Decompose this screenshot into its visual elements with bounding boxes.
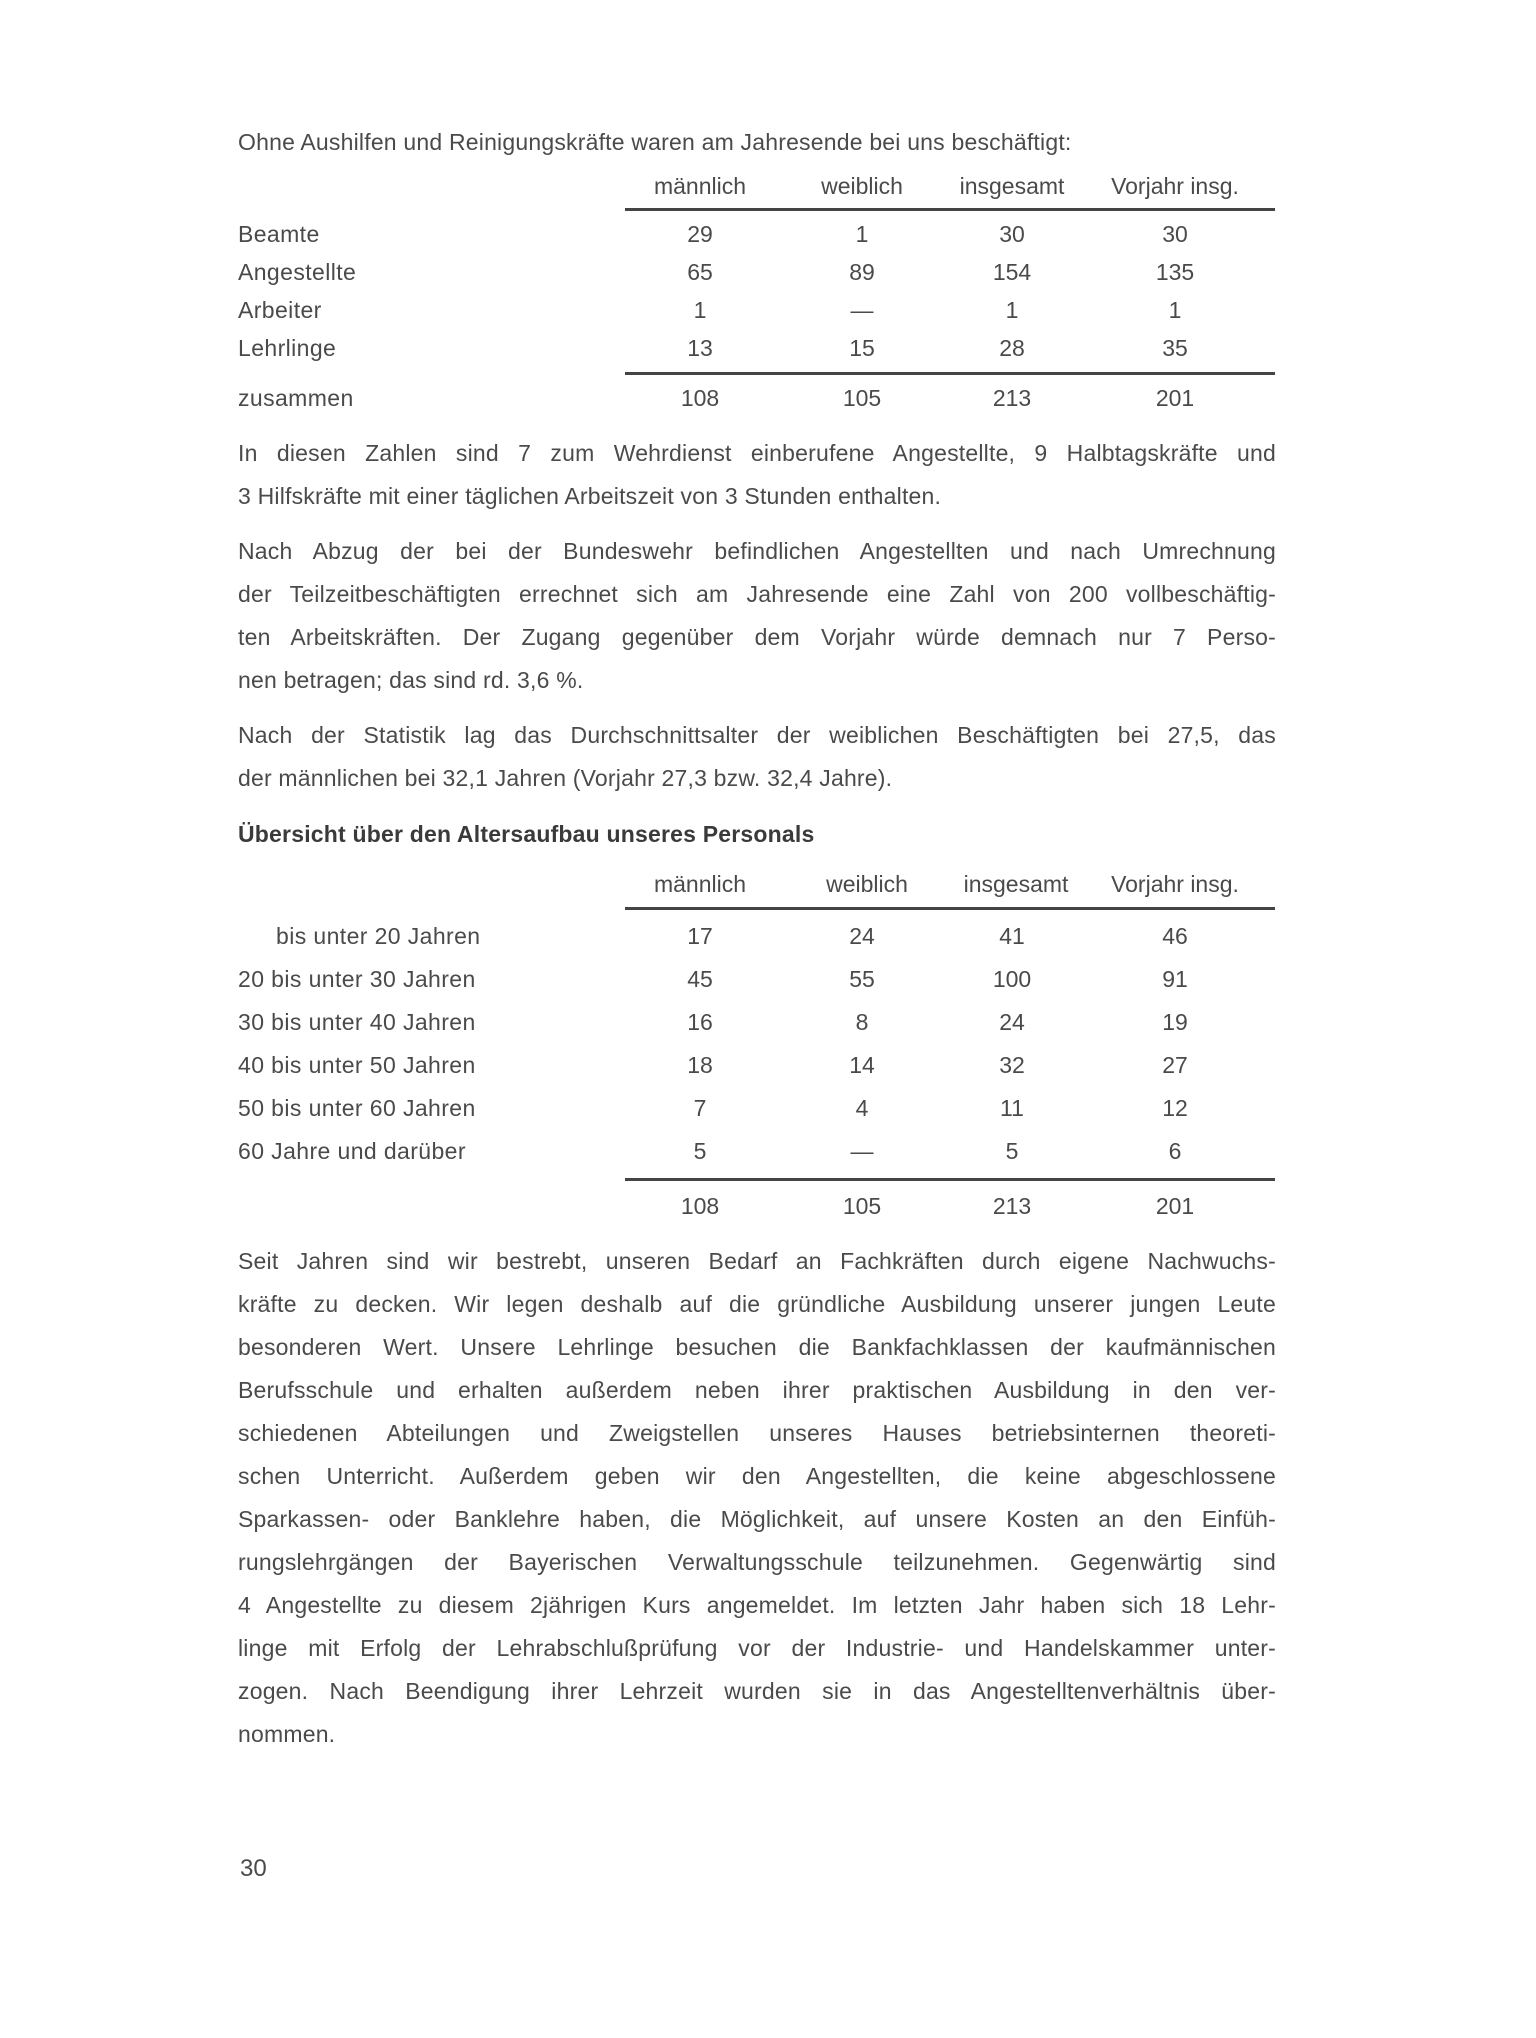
row-label: 30 bis unter 40 Jahren	[238, 1009, 476, 1035]
col-header-insgesamt: insgesamt	[963, 871, 1069, 897]
text-line: Seit Jahren sind wir bestrebt, unseren Bedarf an Fachkräften durch eigene Nachwuchs-	[238, 1248, 1276, 1274]
text-line: Nach Abzug der bei der Bundeswehr befindlichen Angestellten und nach Umrechnung	[238, 538, 1276, 564]
row-label: Angestellte	[238, 259, 357, 285]
text-line: In diesen Zahlen sind 7 zum Wehrdienst einberufene Angestellte, 9 Halbtagskräfte und	[238, 440, 1276, 466]
total-cell: 213	[992, 385, 1032, 411]
text-line: 4 Angestellte zu diesem 2jährigen Kurs angemeldet. Im letzten Jahr haben sich 18 Lehr-	[238, 1592, 1276, 1618]
text-line: rungslehrgängen der Bayerischen Verwaltungsschule teilzunehmen. Gegenwärtig sind	[238, 1549, 1276, 1575]
cell: 6	[1168, 1138, 1182, 1164]
row-label: bis unter 20 Jahren	[276, 923, 481, 949]
cell: 27	[1162, 1052, 1188, 1078]
total-rule	[625, 372, 1275, 375]
cell: 29	[687, 221, 713, 247]
col-header-maennlich: männlich	[653, 173, 747, 199]
row-label: 50 bis unter 60 Jahren	[238, 1095, 476, 1121]
total-cell: 105	[842, 1193, 882, 1219]
cell: 13	[687, 335, 713, 361]
cell: 1	[1005, 297, 1019, 323]
col-header-maennlich: männlich	[653, 871, 747, 897]
total-rule	[625, 1178, 1275, 1181]
header-rule	[625, 208, 1275, 211]
row-label: Beamte	[238, 221, 320, 247]
cell: —	[850, 297, 874, 323]
text-line: Sparkassen- oder Banklehre haben, die Möglichkeit, auf unsere Kosten an den Einfüh-	[238, 1506, 1276, 1532]
total-cell: 213	[992, 1193, 1032, 1219]
cell: 32	[999, 1052, 1025, 1078]
row-label: 40 bis unter 50 Jahren	[238, 1052, 476, 1078]
cell: 17	[687, 923, 713, 949]
cell: 5	[693, 1138, 707, 1164]
col-header-vorjahr: Vorjahr insg.	[1111, 173, 1239, 199]
text-line: Berufsschule und erhalten außerdem neben ihrer praktischen Ausbildung in den ver-	[238, 1377, 1276, 1403]
cell: 5	[1005, 1138, 1019, 1164]
total-cell: 201	[1155, 385, 1195, 411]
text-line: zogen. Nach Beendigung ihrer Lehrzeit wurden sie in das Angestelltenverhältnis über-	[238, 1678, 1276, 1704]
col-header-weiblich: weiblich	[821, 173, 903, 199]
cell: 1	[1168, 297, 1182, 323]
cell: 16	[687, 1009, 713, 1035]
total-cell: 108	[680, 385, 720, 411]
cell: 30	[1162, 221, 1188, 247]
cell: 24	[849, 923, 875, 949]
text-line: schen Unterricht. Außerdem geben wir den Angestellten, die keine abgeschlossene	[238, 1463, 1276, 1489]
header-rule	[625, 907, 1275, 910]
col-header-weiblich: weiblich	[826, 871, 908, 897]
text-line: der Teilzeitbeschäftigten errechnet sich am Jahresende eine Zahl von 200 vollbeschäftig-	[238, 581, 1276, 607]
cell: 14	[849, 1052, 875, 1078]
cell: 1	[693, 297, 707, 323]
cell: 19	[1162, 1009, 1188, 1035]
intro-text: Ohne Aushilfen und Reinigungskräfte waren am Jahresende bei uns beschäftigt:	[238, 129, 1072, 155]
text-line: schiedenen Abteilungen und Zweigstellen unseres Hauses betriebsinternen theoreti-	[238, 1420, 1276, 1446]
row-label: Arbeiter	[238, 297, 322, 323]
total-cell: 105	[842, 385, 882, 411]
cell: 28	[999, 335, 1025, 361]
text-line: kräfte zu decken. Wir legen deshalb auf die gründliche Ausbildung unserer jungen Leute	[238, 1291, 1276, 1317]
cell: 89	[849, 259, 875, 285]
cell: 4	[855, 1095, 869, 1121]
text-line: linge mit Erfolg der Lehrabschlußprüfung vor der Industrie- und Handelskammer unter-	[238, 1635, 1276, 1661]
text-line: ten Arbeitskräften. Der Zugang gegenüber dem Vorjahr würde demnach nur 7 Perso-	[238, 624, 1276, 650]
cell: 100	[992, 966, 1032, 992]
cell: 91	[1162, 966, 1188, 992]
cell: 46	[1162, 923, 1188, 949]
text-line: Nach der Statistik lag das Durchschnittsalter der weiblichen Beschäftigten bei 27,5, das	[238, 722, 1276, 748]
cell: 11	[1000, 1095, 1024, 1121]
cell: 7	[693, 1095, 707, 1121]
text-line: nen betragen; das sind rd. 3,6 %.	[238, 667, 584, 693]
cell: 135	[1155, 259, 1195, 285]
cell: 55	[849, 966, 875, 992]
page-number: 30	[240, 1855, 267, 1882]
cell: 15	[849, 335, 875, 361]
table-title: Übersicht über den Altersaufbau unseres Personals	[238, 821, 815, 847]
total-label: zusammen	[238, 385, 354, 411]
row-label: Lehrlinge	[238, 335, 337, 361]
cell: 154	[992, 259, 1032, 285]
total-cell: 201	[1155, 1193, 1195, 1219]
cell: 35	[1162, 335, 1188, 361]
row-label: 20 bis unter 30 Jahren	[238, 966, 476, 992]
text-line: nommen.	[238, 1721, 336, 1747]
cell: 30	[999, 221, 1025, 247]
total-cell: 108	[680, 1193, 720, 1219]
cell: 65	[687, 259, 713, 285]
cell: 1	[855, 221, 869, 247]
text-line: der männlichen bei 32,1 Jahren (Vorjahr 27,3 bzw. 32,4 Jahre).	[238, 765, 893, 791]
cell: 45	[687, 966, 713, 992]
cell: —	[850, 1138, 874, 1164]
cell: 41	[999, 923, 1025, 949]
col-header-vorjahr: Vorjahr insg.	[1111, 871, 1239, 897]
cell: 8	[855, 1009, 869, 1035]
text-line: 3 Hilfskräfte mit einer täglichen Arbeitszeit von 3 Stunden enthalten.	[238, 483, 942, 509]
text-line: besonderen Wert. Unsere Lehrlinge besuchen die Bankfachklassen der kaufmännischen	[238, 1334, 1276, 1360]
cell: 24	[999, 1009, 1025, 1035]
cell: 12	[1162, 1095, 1188, 1121]
row-label: 60 Jahre und darüber	[238, 1138, 466, 1164]
col-header-insgesamt: insgesamt	[959, 173, 1065, 199]
cell: 18	[687, 1052, 713, 1078]
